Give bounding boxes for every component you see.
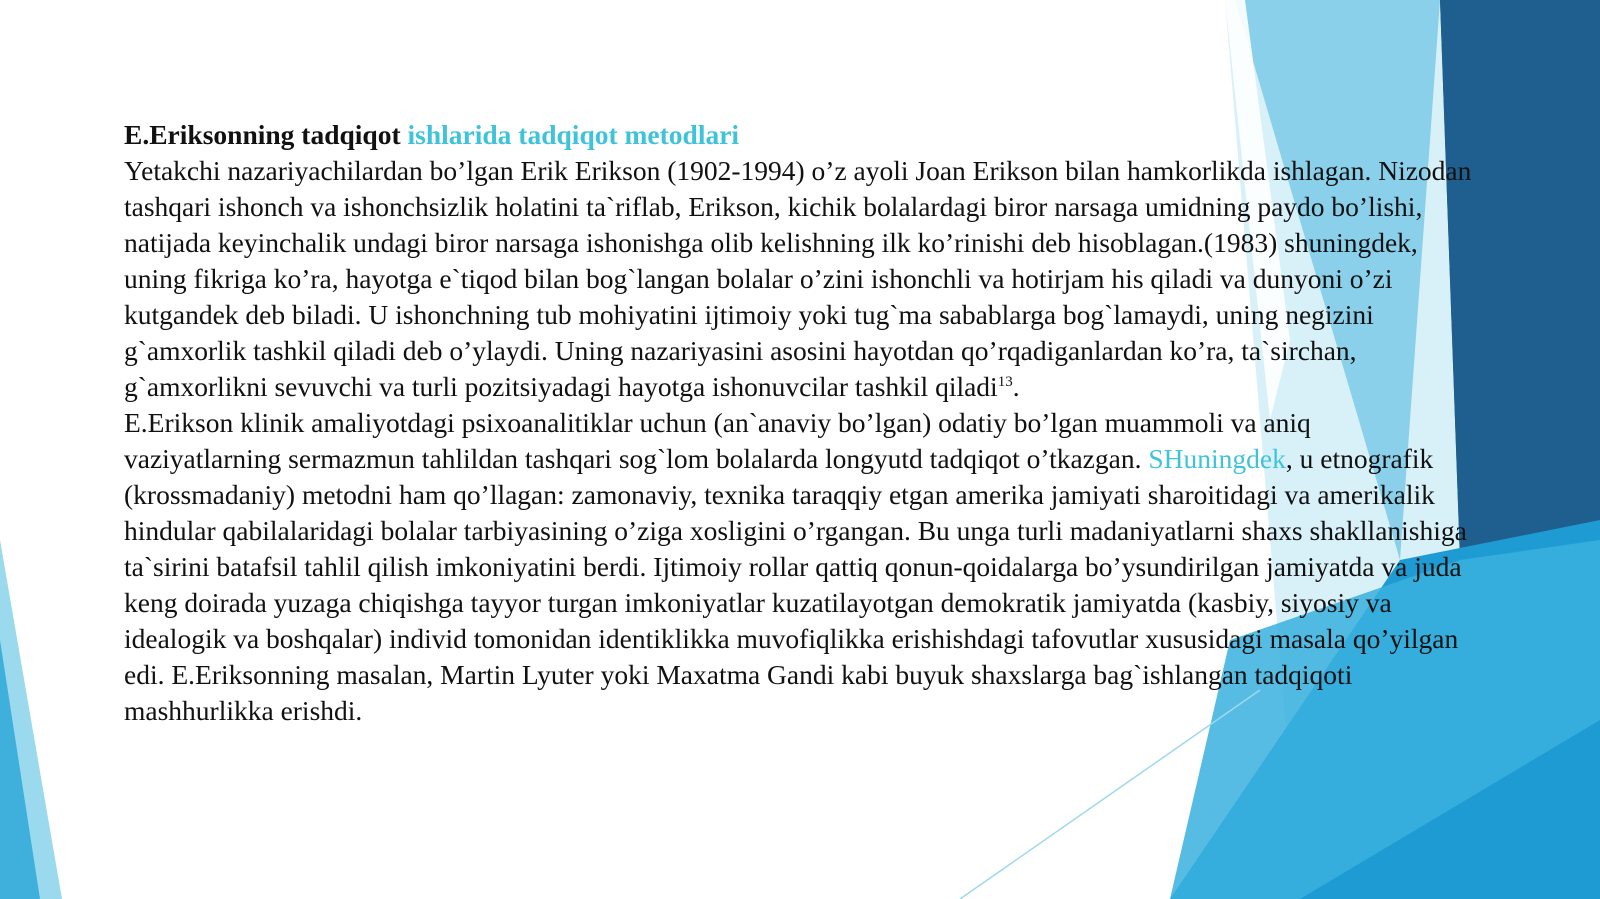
paragraph-2-after: , u etnografik (krossmadaniy) metodni ham qo’llagan: zamonaviy, texnika taraqqiy etgan amerika jamiyati sharoitidagi va amerikalik hindular qabilalaridagi bolalar tarbiyasining o’ziga xosligini o’rgangan. Bu unga turli madaniyatlarni shaxs shakllanishiga ta`sirini batafsil tahlil qilish imkoniyatini berdi. Ijtimoiy rollar qattiq qonun-qoidalarga bo’ysundirilgan jamiyatda va juda keng doirada yuzaga chiqishga tayyor turgan imkoniyatlar kuzatilayotgan demokratik jamiyatda (kasbiy, siyosiy va idealogik va boshqalar) individ tomonidan identiklikka muvofiqlikka erishishdagi tafovutlar xususidagi masala qo’yilgan edi. E.Eriksonning masalan, Martin Lyuter yoki Maxatma Gandi kabi buyuk shaxslarga bag`ishlangan tadqiqoti mashhurlikka erishdi. [124,443,1467,726]
heading [124,117,1474,153]
paragraph-1 [124,153,1474,405]
heading-accent-part: ishlarida tadqiqot metodlari [407,119,740,150]
paragraph-1-text: Yetakchi nazariyachilardan bo’lgan Erik Erikson (1902-1994) o’z ayoli Joan Erikson bilan hamkorlikda ishlagan. Nizodan tashqari ishonch va ishonchsizlik holatini ta`riflab, Erikson, kichik bolalardagi biror narsaga umidning paydo bo’lishi, natijada keyinchalik undagi biror narsaga ishonishga olib kelishning ilk ko’rinishi deb hisoblagan.(1983) shuningdek, uning fikriga ko’ra, hayotga e`tiqod bilan bog`langan bolalar o’zini ishonchli va hotirjam his qiladi va dunyoni o’zi kutgandek deb biladi. U ishonchning tub mohiyatini ijtimoiy yoki tug`ma sabablarga bog`lamaydi, uning negizini g`amxorlik tashkil qiladi deb o’ylaydi. Uning nazariyasini asosini hayotdan qo’rqadiganlardan ko’ra, ta`sirchan, g`amxorlikni sevuvchi va turli pozitsiyadagi hayotga ishonuvcilar tashkil qiladi [124,155,1472,402]
paragraph-1-end: . [1012,371,1020,402]
paragraph-2-accent: SHuningdek [1148,443,1286,474]
footnote-marker: 13 [997,373,1013,390]
text-content [124,117,1474,729]
heading-dark-part: E.Eriksonning tadqiqot [124,119,401,150]
paragraph-2 [124,405,1474,729]
paragraph-2-before: E.Erikson klinik amaliyotdagi psixoanalitiklar uchun (an`anaviy bo’lgan) odatiy bo’lgan muammoli va aniq vaziyatlarning sermazmun tahlildan tashqari sog`lom bolalarda longyutd tadqiqot o’tkazgan. [124,407,1311,474]
